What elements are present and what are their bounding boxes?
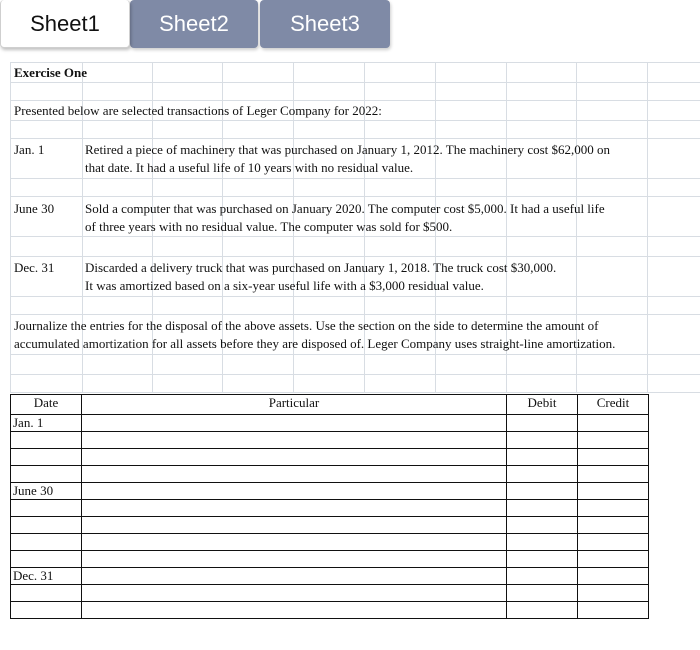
transaction-date-2: June 30	[14, 201, 55, 216]
journal-date-cell[interactable]	[11, 585, 82, 602]
journal-date-cell[interactable]: June 30	[11, 483, 82, 500]
journal-date-cell[interactable]	[11, 500, 82, 517]
journal-credit-cell[interactable]	[578, 517, 649, 534]
journal-debit-cell[interactable]	[507, 466, 578, 483]
journal-credit-cell[interactable]	[578, 449, 649, 466]
journal-debit-cell[interactable]	[507, 585, 578, 602]
journal-particular-cell[interactable]	[82, 483, 507, 500]
journal-debit-cell[interactable]	[507, 602, 578, 619]
instructions-line-2: accumulated amortization for all assets before they are disposed of. Leger Company uses straight-line amortization.	[14, 336, 616, 351]
journal-credit-cell[interactable]	[578, 602, 649, 619]
journal-table	[10, 394, 649, 619]
journal-date-cell[interactable]	[11, 517, 82, 534]
journal-credit-cell[interactable]	[578, 415, 649, 432]
journal-row	[11, 466, 649, 483]
instructions-line-1: Journalize the entries for the disposal of the above assets. Use the section on the side to determine the amount of	[14, 318, 599, 333]
journal-particular-cell[interactable]	[82, 432, 507, 449]
journal-credit-cell[interactable]	[578, 466, 649, 483]
journal-credit-cell[interactable]	[578, 500, 649, 517]
transaction-text-1b: that date. It had a useful life of 10 years with no residual value.	[85, 160, 414, 175]
journal-header-date: Date	[11, 395, 82, 415]
journal-row	[11, 500, 649, 517]
journal-particular-cell[interactable]	[82, 534, 507, 551]
journal-particular-cell[interactable]	[82, 585, 507, 602]
transaction-text-3a: Discarded a delivery truck that was purchased on January 1, 2018. The truck cost $30,000.	[85, 260, 557, 275]
worksheet[interactable]	[10, 62, 700, 650]
journal-date-cell[interactable]	[11, 449, 82, 466]
transaction-text-2a: Sold a computer that was purchased on January 2020. The computer cost $5,000. It had a useful life	[85, 201, 605, 216]
journal-debit-cell[interactable]	[507, 534, 578, 551]
journal-credit-cell[interactable]	[578, 568, 649, 585]
journal-particular-cell[interactable]	[82, 449, 507, 466]
journal-row	[11, 449, 649, 466]
journal-date-cell[interactable]	[11, 466, 82, 483]
journal-credit-cell[interactable]	[578, 551, 649, 568]
transaction-text-3b: It was amortized based on a six-year useful life with a $3,000 residual value.	[85, 278, 484, 293]
journal-row	[11, 432, 649, 449]
journal-credit-cell[interactable]	[578, 534, 649, 551]
journal-header-row	[11, 395, 649, 415]
journal-debit-cell[interactable]	[507, 483, 578, 500]
tab-sheet3[interactable]: Sheet3	[260, 0, 390, 48]
journal-date-cell[interactable]	[11, 534, 82, 551]
transaction-date-3: Dec. 31	[14, 260, 55, 275]
transaction-date-1: Jan. 1	[14, 142, 45, 157]
journal-debit-cell[interactable]	[507, 432, 578, 449]
journal-credit-cell[interactable]	[578, 432, 649, 449]
journal-debit-cell[interactable]	[507, 551, 578, 568]
exercise-title: Exercise One	[14, 65, 88, 80]
tab-sheet2[interactable]: Sheet2	[130, 0, 258, 48]
journal-debit-cell[interactable]	[507, 500, 578, 517]
tab-sheet1[interactable]: Sheet1	[0, 0, 130, 48]
journal-header-debit: Debit	[507, 395, 578, 415]
journal-date-cell[interactable]	[11, 432, 82, 449]
journal-date-cell[interactable]	[11, 602, 82, 619]
journal-particular-cell[interactable]	[82, 500, 507, 517]
journal-row	[11, 568, 649, 585]
journal-particular-cell[interactable]	[82, 466, 507, 483]
journal-row	[11, 534, 649, 551]
journal-row	[11, 585, 649, 602]
journal-particular-cell[interactable]	[82, 568, 507, 585]
journal-debit-cell[interactable]	[507, 568, 578, 585]
journal-credit-cell[interactable]	[578, 483, 649, 500]
journal-credit-cell[interactable]	[578, 585, 649, 602]
intro-text: Presented below are selected transactions of Leger Company for 2022:	[14, 103, 382, 118]
journal-particular-cell[interactable]	[82, 602, 507, 619]
journal-debit-cell[interactable]	[507, 415, 578, 432]
journal-debit-cell[interactable]	[507, 517, 578, 534]
journal-particular-cell[interactable]	[82, 415, 507, 432]
journal-date-cell[interactable]: Dec. 31	[11, 568, 82, 585]
journal-particular-cell[interactable]	[82, 517, 507, 534]
transaction-text-1a: Retired a piece of machinery that was purchased on January 1, 2012. The machinery cost $62,000 on	[85, 142, 611, 157]
journal-date-cell[interactable]: Jan. 1	[11, 415, 82, 432]
journal-header-credit: Credit	[578, 395, 649, 415]
journal-date-cell[interactable]	[11, 551, 82, 568]
journal-header-particular: Particular	[82, 395, 507, 415]
journal-particular-cell[interactable]	[82, 551, 507, 568]
journal-row	[11, 602, 649, 619]
journal-row	[11, 551, 649, 568]
transaction-text-2b: of three years with no residual value. The computer was sold for $500.	[85, 219, 453, 234]
journal-row	[11, 483, 649, 500]
journal-row	[11, 517, 649, 534]
journal-row	[11, 415, 649, 432]
journal-debit-cell[interactable]	[507, 449, 578, 466]
sheet-tab-bar	[0, 0, 700, 50]
